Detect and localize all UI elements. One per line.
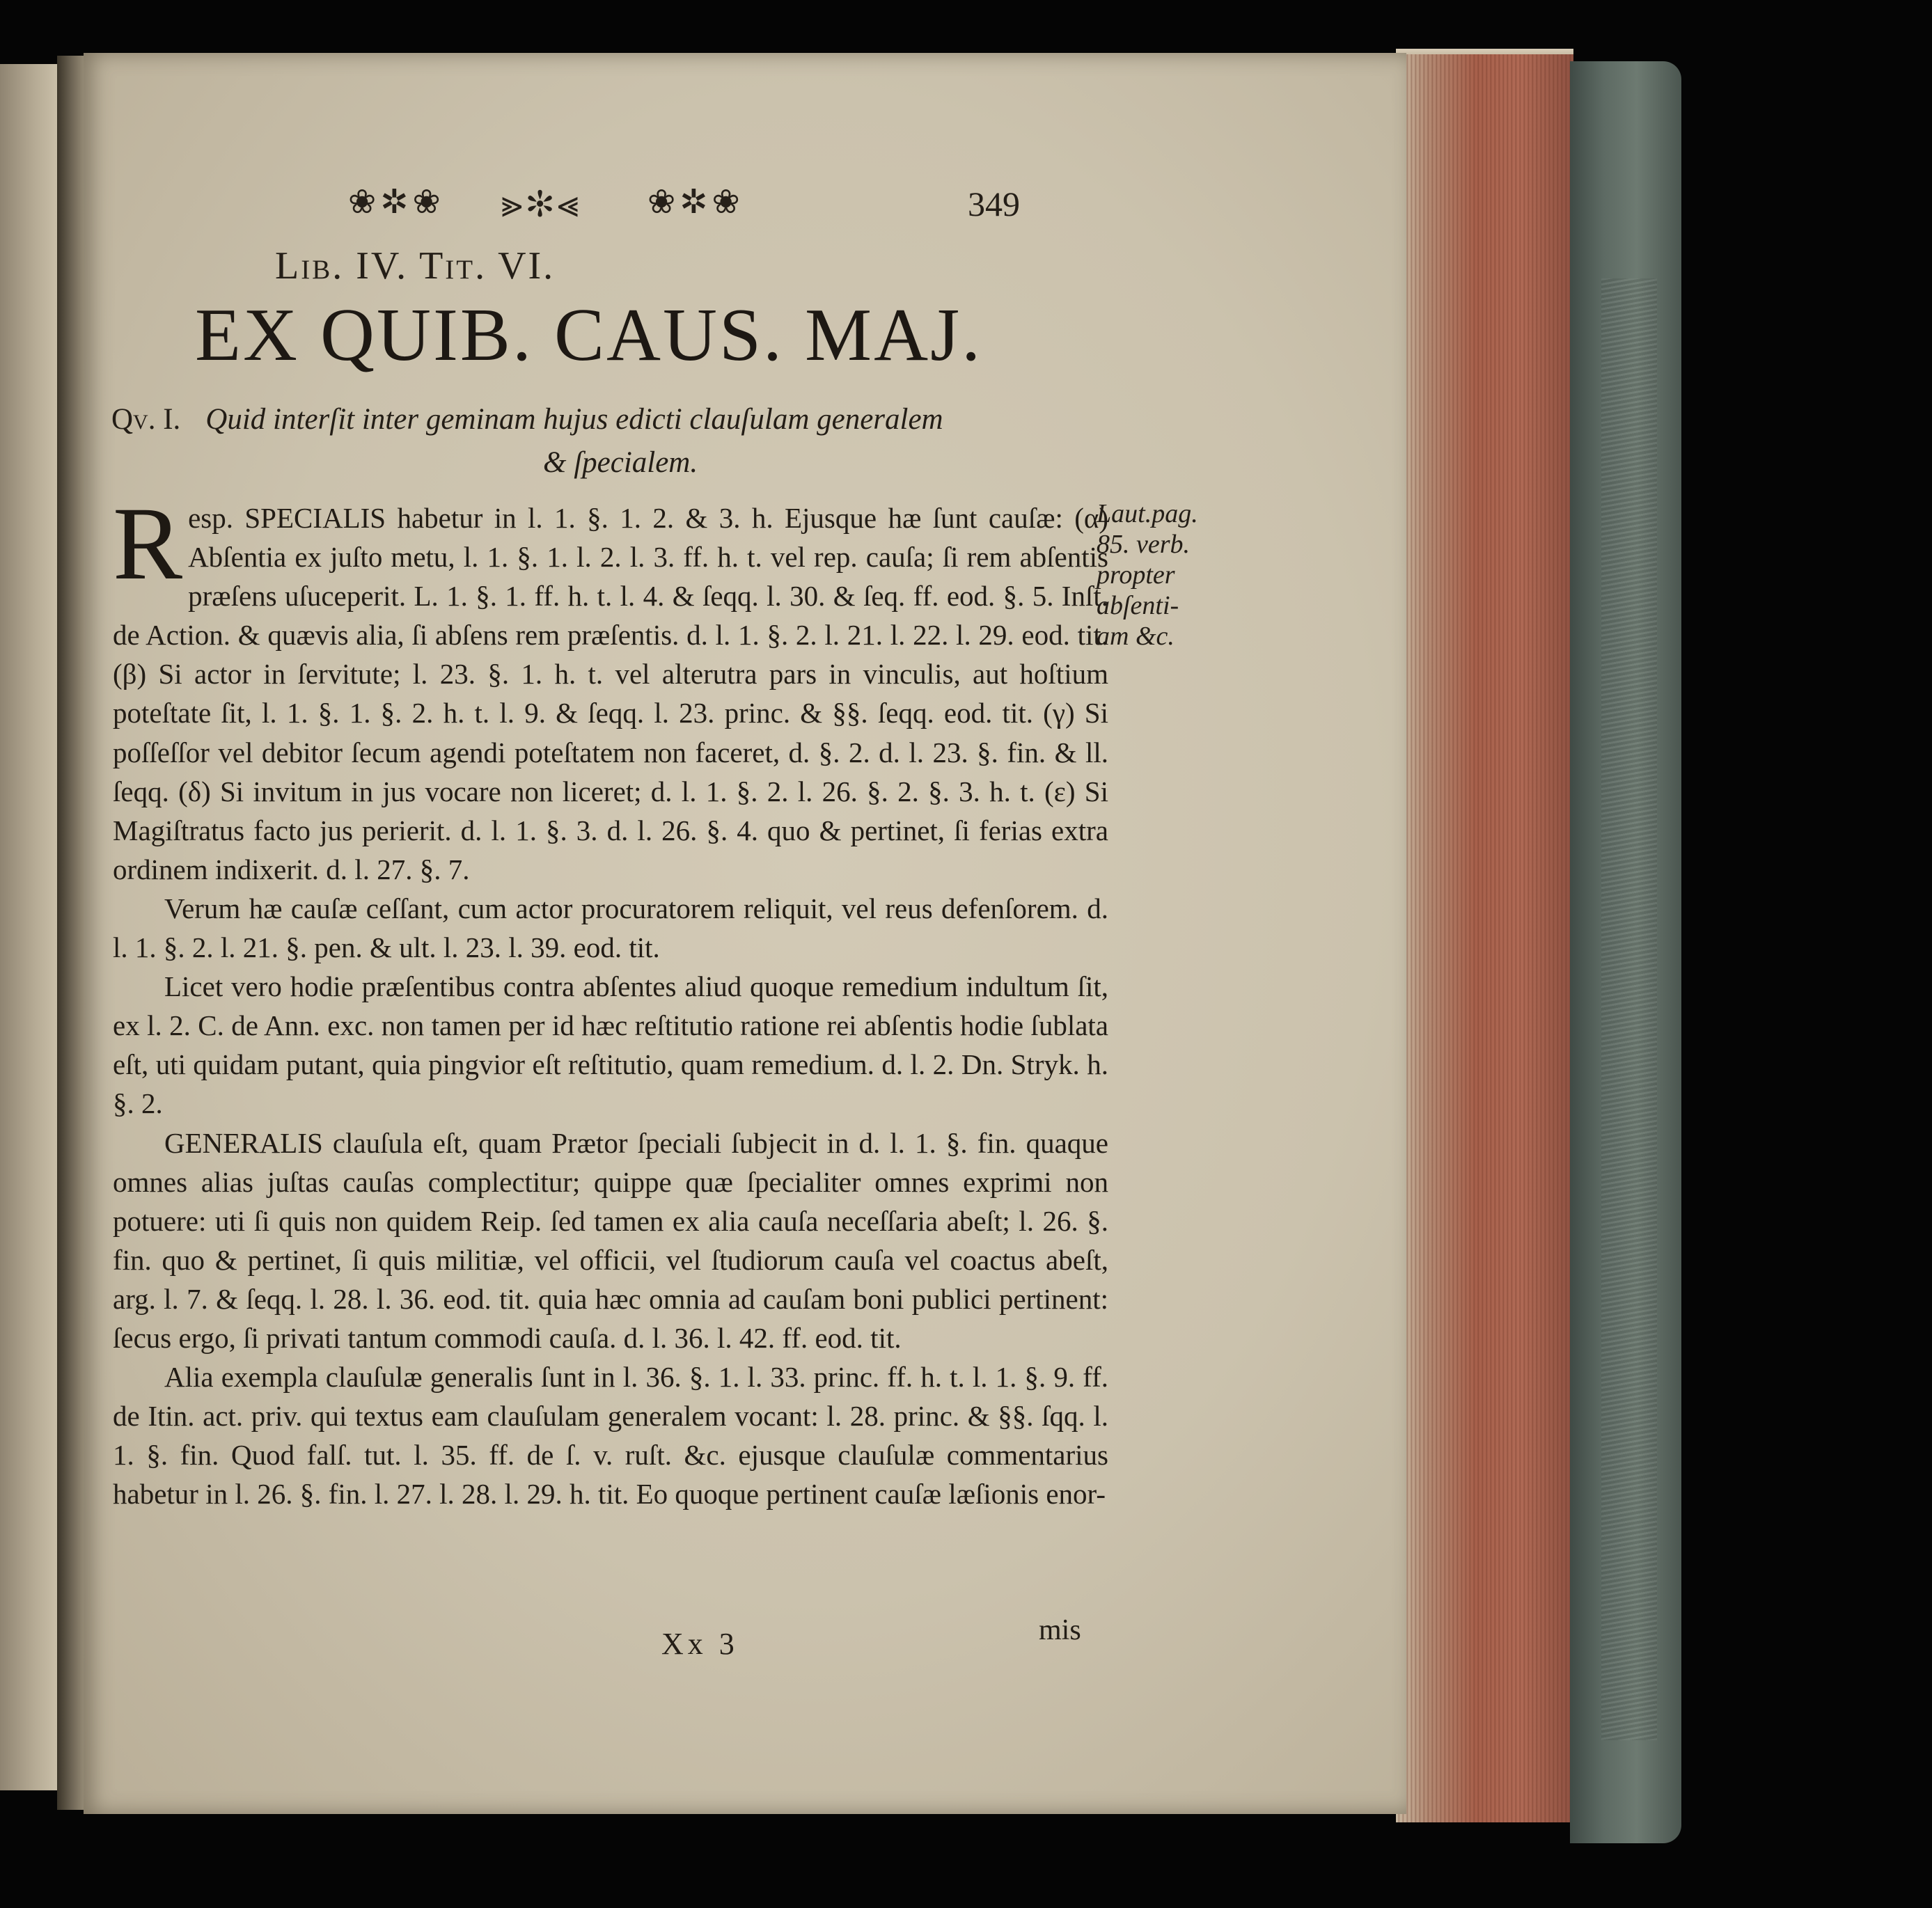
fore-edge-page-stack [1396, 54, 1573, 1822]
paragraph-text: esp. SPECIALIS habetur in l. 1. §. 1. 2. & 3. h. Ejusque hæ ſunt cauſæ: (α) Abſentia ex juſto metu, l. 1. §. 1. l. 2. l. 3. ff. h. t. vel rep. cauſa; ſi rem abſentis præſens uſuceperit. L. 1. §. 1. ff. h. t. l. 4. & ſeqq. l. 30. & ſeq. ff. eod. §. 5. Inſt. de Action. & quævis alia, ſi abſens rem præſentis. d. l. 1. §. 2. l. 21. l. 22. l. 29. eod. tit. (β) Si actor in ſervitute; l. 23. §. 1. h. t. vel alterutra pars in vinculis, aut hoſtium poteſtate ſit, l. 1. §. 1. §. 2. h. t. l. 9. & ſeqq. l. 23. princ. & §§. ſeqq. eod. tit. (γ) Si poſſeſſor vel debitor ſecum agendi poteſtatem non faceret, d. §. 2. d. l. 23. §. fin. & ll. ſeqq. (δ) Si invitum in jus vocare non liceret; d. l. 1. §. 2. l. 26. §. 2. §. 3. h. t. (ε) Si Magiſtratus facto jus perierit. d. l. 1. §. 3. d. l. 26. §. 4. quo & pertinet, ſi ferias extra ordinem indixerit. d. l. 27. §. 7. [113, 502, 1108, 885]
question-label: Qv. I. [111, 403, 181, 436]
ornament-center-icon: ⪢✻⪡ [501, 183, 583, 225]
body-text [113, 486, 1108, 1513]
previous-page-strip [0, 64, 57, 1790]
section-title: EX QUIB. CAUS. MAJ. [195, 294, 983, 377]
margin-note [1097, 498, 1229, 652]
cover-texture [1601, 278, 1657, 1740]
paragraph: Licet vero hodie præſentibus contra abſentes aliud quoque remedium indultum ſit, ex l. 2. C. de Ann. exc. non tamen per id hæc reſtitutio ratione rei abſentis hodie ſublata eſt, uti quidam putant, quia pingvior eſt reſtitutio, quam remedium. d. l. 2. Dn. Stryk. h. §. 2. [113, 970, 1108, 1120]
page-number: 349 [968, 184, 1020, 223]
margin-note-line: abſenti- [1097, 591, 1179, 620]
ornament-left-icon: ❀✲❀ [348, 184, 445, 221]
paragraph: Verum hæ cauſæ ceſſant, cum actor procuratorem reliquit, vel reus defenſorem. d. l. 1. §. 2. l. 21. §. pen. & ult. l. 23. l. 39. eod. tit. [113, 892, 1108, 964]
question-line-1: Quid interſit inter geminam hujus edicti clauſulam generalem [205, 403, 943, 436]
catchword: mis [1039, 1614, 1081, 1646]
paragraph: GENERALIS clauſula eſt, quam Prætor ſpeciali ſubjecit in d. l. 1. §. fin. quaque omnes alias juſtas cauſas complectitur; quippe quæ ſpecialiter omnes exprimi non potuere: uti ſi quis non quidem Reip. ſed tamen ex alia cauſa neceſſaria abeſt; l. 26. §. fin. quo & pertinet, ſi quis militiæ, vel officii, vel ſtudiorum cauſa vel coactus abeſt, arg. l. 7. & ſeqq. l. 28. l. 36. eod. tit. quia hæc omnia ad cauſam boni publici pertinent: ſecus ergo, ſi privati tantum commodi cauſa. d. l. 36. l. 42. ff. eod. tit. [113, 1126, 1108, 1354]
question-line-2: & ſpecialem. [543, 446, 698, 479]
signature-mark: Xx 3 [661, 1627, 739, 1661]
paragraph: Alia exempla clauſulæ generalis ſunt in l. 36. §. 1. l. 33. princ. ff. h. t. l. 1. §. 9. ff. de Itin. act. priv. qui textus eam clauſulam generalem vocant: l. 28. princ. & §§. ſqq. l. 1. §. fin. Quod falſ. tut. l. 35. ff. de ſ. v. ruſt. &c. ejusque clauſulæ commentarius habetur in l. 26. §. fin. l. 27. l. 28. l. 29. h. tit. Eo quoque pertinent cauſæ læſionis enor- [113, 1361, 1108, 1511]
margin-note-line: Laut.pag. [1097, 499, 1198, 528]
running-head: Lib. IV. Tit. VI. [275, 244, 556, 287]
drop-cap: R [113, 486, 183, 601]
paragraph-response [113, 486, 1108, 889]
question-heading [111, 398, 1114, 484]
ornament-right-icon: ❀✲❀ [647, 184, 744, 221]
margin-note-line: am &c. [1097, 622, 1175, 651]
margin-note-line: propter [1097, 560, 1175, 590]
margin-note-line: 85. verb. [1097, 530, 1191, 559]
